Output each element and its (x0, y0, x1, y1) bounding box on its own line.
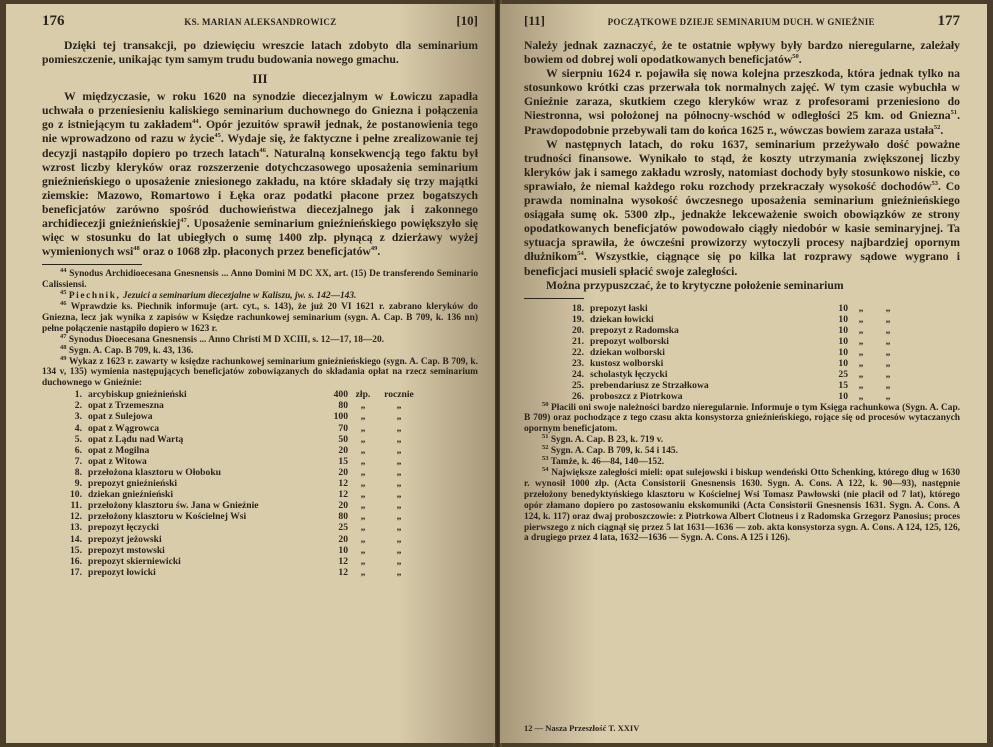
beneficiary-name: prebendariusz ze Strzałkowa (590, 380, 709, 392)
period: „ (396, 466, 402, 478)
amount: 10 (338, 544, 348, 556)
beneficiary-name: prepozyt skierniewicki (88, 555, 181, 567)
beneficiary-name: opat z Wągrowca (88, 422, 160, 434)
table-row (60, 545, 420, 556)
amount: 12 (338, 555, 348, 567)
table-row (562, 325, 902, 336)
right-page (500, 4, 987, 743)
unit: „ (858, 347, 864, 359)
period: „ (396, 533, 402, 545)
amount: 100 (333, 411, 348, 423)
row-number: 24. (572, 369, 584, 381)
unit: „ (858, 335, 864, 347)
beneficiary-name: prepozyt łowicki (88, 566, 156, 578)
table-row (60, 534, 420, 545)
beneficiary-name: kustosz wolborski (590, 358, 664, 370)
beneficiary-name: opat z Witowa (88, 455, 147, 467)
beneficiary-name: prepozyt wolborski (590, 335, 669, 347)
footnote-51: $^{51}$ Sygn. A. Cap. B 23, k. 719 v. (542, 433, 664, 446)
period: „ (885, 313, 891, 325)
amount: 10 (838, 313, 848, 325)
footnote-49: $^{49}$ Wykaz z 1623 r. zawarty w księdze rachunkowej seminarium gnieźnieńskiego (sygn. A. Cap. B 709, k. 134 v, 135) wymienia następujących beneficjatów zobowiązanych do składania opłat na rzecz seminarium duchownego w Gnieźnie: (42, 354, 478, 389)
table-row (562, 391, 902, 402)
beneficiary-name: przełożona klasztoru w Ołoboku (88, 466, 221, 478)
beneficiary-name: prepozyt łaski (590, 302, 648, 314)
amount: 50 (338, 433, 348, 445)
beneficiaries-table-left (60, 389, 420, 578)
beneficiary-name: proboszcz z Piotrkowa (590, 391, 683, 403)
period: „ (885, 380, 891, 392)
period: „ (396, 489, 402, 501)
beneficiary-name: arcybiskup gnieźnieński (88, 389, 187, 401)
table-row (60, 423, 420, 434)
amount: 12 (338, 489, 348, 501)
unit: „ (360, 478, 366, 490)
period: „ (885, 369, 891, 381)
unit: „ (858, 369, 864, 381)
period: „ (885, 302, 891, 314)
unit: „ (858, 324, 864, 336)
left-paragraph-1: Dzięki tej transakcji, po dziewięciu wreszcie latach zdobyto dla seminarium pomieszczenie, unikając tym samym trudu budowania nowego gmachu. (42, 39, 478, 67)
beneficiaries-table-right (562, 303, 902, 403)
period: „ (396, 400, 402, 412)
printer-signature: 12 — Nasza Przeszłość T. XXIV (524, 723, 640, 733)
beneficiary-name: prepozyt mstowski (88, 544, 165, 556)
row-number: 7. (74, 455, 82, 467)
period: „ (885, 347, 891, 359)
period: „ (396, 444, 402, 456)
beneficiary-name: prepozyt gnieźnieński (88, 478, 178, 490)
period: „ (885, 324, 891, 336)
period: „ (396, 511, 402, 523)
period: „ (396, 555, 402, 567)
beneficiary-name: opat z Trzemeszna (88, 400, 164, 412)
right-header-title: POCZĄTKOWE DZIEJE SEMINARIUM DUCH. W GNIEŹNIE (607, 17, 875, 27)
footnote-54: $^{54}$ Największe zaległości mieli: opat sulejowski i biskup wendeński Otto Schenking, którego dług w 1630 r. wynosił 1000 złp. (Acta Consistorii Gnesnensis 1630. Sygn. A. Cons. A 122, k. 90—93), następnie przełożony benedyktyńskiego klasztoru w Kościelnej Wsi Tomasz Pawłowski (nie płacił od 7 lat), którego opór złamano dopiero po zastosowaniu ekskomuniki (Acta Consistorii Gnesnensis 1631. Sygn. A. Cons. A 124, k. 117) oraz dwaj proboszczowie: z Piotrkowa Albert Clotneus i z Radomska Grzegorz Panosius; proces pierwszego z nich ciągnął się przez 5 lat 1631—1636 — zob. akta konsystorza sygn. A. Cons. A 124, 125, 126, a drugiego przez 4 lata, 1632—1636 — Sygn. A. Cons. A 125 i 126). (524, 465, 961, 544)
unit: „ (360, 400, 366, 412)
amount: 15 (838, 380, 848, 392)
amount: 80 (338, 400, 348, 412)
unit: „ (360, 444, 366, 456)
table-row (60, 445, 420, 456)
right-paragraph-1: Należy jednak zaznaczyć, że te ostatnie wpływy były bardzo nieregularne, zależały bowiem od dobrej woli opodatkowanych beneficjatów$^{50}$. (524, 39, 960, 67)
row-number: 4. (74, 422, 82, 434)
row-number: 9. (74, 478, 82, 490)
unit: złp. (355, 389, 371, 401)
unit: „ (360, 489, 366, 501)
amount: 10 (838, 324, 848, 336)
left-running-header (42, 13, 478, 39)
beneficiary-name: dziekan gnieźnieński (88, 489, 174, 501)
table-row (562, 303, 902, 314)
table-row (60, 500, 420, 511)
left-page (6, 4, 495, 743)
period: „ (396, 478, 402, 490)
amount: 12 (338, 566, 348, 578)
unit: „ (360, 455, 366, 467)
period: „ (396, 433, 402, 445)
amount: 80 (338, 511, 348, 523)
table-row (60, 467, 420, 478)
unit: „ (360, 500, 366, 512)
unit: „ (360, 433, 366, 445)
row-number: 17. (70, 566, 82, 578)
amount: 15 (338, 455, 348, 467)
footnote-46: $^{46}$ Wprawdzie ks. Piechnik informuje (art. cyt., s. 143), że już 20 VI 1621 r. zabrano kleryków do Gniezna, lecz jak wynika z zapisów w Księdze rachunkowej seminarium (sygn. A. Cap. B 709, k. 136 nn) pełne połączenie nastąpiło dopiero w 1623 r. (42, 299, 478, 334)
left-footnotes (42, 269, 478, 389)
left-page-number: 176 (42, 13, 65, 29)
table-row (60, 489, 420, 500)
footnote-44: $^{44}$ Synodus Archidioecesana Gnesnensis ... Anno Domini M DC XX, art. (15) De transferendo Seminario Calissiensi. (42, 267, 479, 291)
unit: „ (360, 566, 366, 578)
row-number: 8. (74, 466, 82, 478)
table-row (562, 380, 902, 391)
beneficiary-name: opat z Sulejowa (88, 411, 153, 423)
row-number: 16. (70, 555, 82, 567)
row-number: 22. (572, 347, 584, 359)
beneficiary-name: dziekan łowicki (590, 313, 654, 325)
table-row (60, 434, 420, 445)
unit: „ (858, 391, 864, 403)
table-row (562, 347, 902, 358)
period: „ (396, 411, 402, 423)
table-row (60, 522, 420, 533)
table-row (562, 314, 902, 325)
beneficiary-name: przełożony klasztoru w Kościelnej Wsi (88, 511, 247, 523)
table-row (60, 556, 420, 567)
unit: „ (360, 544, 366, 556)
unit: „ (858, 358, 864, 370)
amount: 10 (838, 358, 848, 370)
beneficiary-name: opat z Mogilna (88, 444, 150, 456)
footnote-48: $^{48}$ Sygn. A. Cap. B 709, k. 43, 136. (60, 343, 194, 356)
amount: 12 (338, 478, 348, 490)
right-page-number: 177 (937, 13, 960, 29)
amount: 25 (338, 522, 348, 534)
unit: „ (360, 533, 366, 545)
row-number: 6. (74, 444, 82, 456)
row-number: 20. (572, 324, 584, 336)
right-paragraph-3: W następnych latach, do roku 1637, seminarium przeżywało dość poważne trudności finansowe. Wynikało to stąd, że koszty utrzymania zwiększonej liczby kleryków jak i samego zakładu wzrosły, natomiast dochody były stosunkowo niskie, co sprawiało, że niemal każdego roku rozchody przekraczały wysokość dochodów$^{53}$. Co prawda nominalna wysokość ówczesnego uposażenia seminarium gnieźnieńskiego osiągała sumę ok. 5300 złp., jednakże lekceważenie swoich obowiązków ze strony opodatkowanych beneficjatów powodowało ciągły niedobór w kasie seminaryjnej. Ta sytuacja sprawiła, że ówcześni prowizorzy wytoczyli procesy najbardziej opornym dłużnikom$^{54}$. Wszystkie, ciągnące się po kilka lat rozprawy sądowe wygrano i beneficjaci musieli spłacić swoje zaległości. (524, 137, 960, 278)
amount: 20 (338, 500, 348, 512)
footnote-rule (42, 264, 142, 265)
row-number: 2. (74, 400, 82, 412)
amount: 20 (338, 444, 348, 456)
amount: 20 (338, 533, 348, 545)
row-number: 14. (70, 533, 82, 545)
beneficiary-name: dziekan wolborski (590, 347, 665, 359)
row-number: 26. (572, 391, 584, 403)
row-number: 5. (74, 433, 82, 445)
unit: „ (360, 522, 366, 534)
beneficiary-name: prepozyt jeżowski (88, 533, 162, 545)
period: rocznie (384, 389, 414, 401)
row-number: 11. (70, 500, 82, 512)
footnote-52: $^{52}$ Sygn. A. Cap. B 709, k. 54 i 145. (542, 444, 678, 457)
beneficiary-name: przełożony klasztoru św. Jana w Gnieźnie (88, 500, 259, 512)
table-row (60, 456, 420, 467)
footnote-rule (524, 298, 584, 299)
unit: „ (858, 380, 864, 392)
left-paragraph-2: W międzyczasie, w roku 1620 na synodzie diecezjalnym w Łowiczu zapadła uchwała o przeniesieniu kaliskiego seminarium duchownego do Gniezna i połączenia go z istniejącym tu zakładem$^{44}$. Opór jezuitów sprawił jednak, że postanowienia tego nie wprowadzono od razu w życie$^{45}$. Wydaje się, że faktyczne i pełne zrealizowanie tej decyzji nastąpiło dopiero po trzech latach$^{46}$. Naturalną konsekwencją tego faktu był wzrost liczby kleryków oraz rozszerzenie dotychczasowego uposażenia seminarium gnieźnieńskiego o uposażenie zniesionego zakładu, na które składały się trzy majątki ziemskie: Mazowo, Romartowo i Łęka oraz podatki płacone przez bogatszych beneficjatów zarówno spośród duchowieństwa diecezjalnego jak i zakonnego archidiecezji gnieźnieńskiej$^{47}$. Uposażenie seminarium gnieźnieńskiego powiększyło się więc w stosunku do lat ubiegłych o sumę 1400 złp. płynącą z dzierżawy wyżej wymienionych wsi$^{48}$ oraz o 1068 złp. płaconych przez beneficjatów$^{49}$. (42, 90, 479, 259)
amount: 10 (838, 347, 848, 359)
left-header-section: [10] (456, 13, 478, 28)
row-number: 15. (70, 544, 82, 556)
unit: „ (858, 302, 864, 314)
amount: 10 (838, 335, 848, 347)
right-body (524, 39, 960, 293)
amount: 10 (838, 391, 848, 403)
table-row (60, 400, 420, 411)
row-number: 25. (572, 380, 584, 392)
table-row (562, 358, 902, 369)
row-number: 10. (70, 489, 82, 501)
left-body (42, 39, 478, 259)
beneficiary-name: scholastyk łęczycki (590, 369, 668, 381)
period: „ (396, 566, 402, 578)
table-row (562, 336, 902, 347)
right-header-section: [11] (524, 13, 545, 28)
table-row (60, 389, 420, 400)
table-row (562, 369, 902, 380)
table-row (60, 511, 420, 522)
amount: 400 (333, 389, 348, 401)
period: „ (396, 455, 402, 467)
right-running-header (524, 13, 960, 39)
period: „ (885, 335, 891, 347)
left-header-title: KS. MARIAN ALEKSANDROWICZ (184, 17, 337, 27)
right-paragraph-2: W sierpniu 1624 r. pojawiła się nowa kolejna przeszkoda, która jednak tylko na stosunkowo krótki czas przerwała tok normalnych zajęć. W tym czasie wybuchła w Gnieźnie zaraza, skutkiem czego kleryków wraz z profesorami przeniesiono do Niestronna, wsi położonej na północny-wschód w odległości 25 km. od Gniezna$^{51}$. Prawdopodobnie przebywali tam do końca 1625 r., wówczas bowiem zaraza ustała$^{52}$. (524, 67, 960, 137)
table-row (60, 411, 420, 422)
row-number: 12. (70, 511, 82, 523)
unit: „ (360, 466, 366, 478)
unit: „ (360, 411, 366, 423)
row-number: 19. (572, 313, 584, 325)
period: „ (396, 422, 402, 434)
unit: „ (360, 422, 366, 434)
period: „ (396, 522, 402, 534)
footnote-45: $^{45}$ Piechnik, Jezuici a seminarium diecezjalne w Kaliszu, jw. s. 142—143. (60, 289, 357, 302)
amount: 25 (838, 369, 848, 381)
row-number: 18. (572, 302, 584, 314)
amount: 70 (338, 422, 348, 434)
unit: „ (360, 511, 366, 523)
amount: 10 (838, 302, 848, 314)
amount: 20 (338, 466, 348, 478)
table-row (60, 567, 420, 578)
beneficiary-name: prepozyt z Radomska (590, 324, 679, 336)
unit: „ (858, 313, 864, 325)
table-row (60, 478, 420, 489)
right-paragraph-4: Można przypuszczać, że to krytyczne położenie seminarium (546, 278, 844, 292)
period: „ (396, 544, 402, 556)
period: „ (885, 358, 891, 370)
beneficiary-name: opat z Lądu nad Wartą (88, 433, 184, 445)
section-numeral: III (252, 71, 268, 87)
footnote-47: $^{47}$ Synodus Dioecesana Gnesnensis ... Anno Christi M D XCIII, s. 12—17, 18—20. (60, 332, 384, 345)
period: „ (885, 391, 891, 403)
period: „ (396, 500, 402, 512)
footnote-50: $^{50}$ Płacili oni swoje należności bardzo nieregularnie. Informuje o tym Księga rachunkowa (Sygn. A. Cap. B 709) oraz pochodzące z tego czasu akta konsystorza gnieźnieńskiego, rojące się od procesów wytaczanych opornym beneficjatom. (524, 400, 961, 435)
row-number: 1. (74, 389, 82, 401)
row-number: 23. (572, 358, 584, 370)
row-number: 21. (572, 335, 584, 347)
right-footnotes (524, 400, 961, 545)
row-number: 13. (70, 522, 82, 534)
footnote-53: $^{53}$ Tamże, k. 46—84, 140—152. (542, 454, 665, 468)
beneficiary-name: prepozyt łęczycki (88, 522, 159, 534)
row-number: 3. (74, 411, 82, 423)
unit: „ (360, 555, 366, 567)
